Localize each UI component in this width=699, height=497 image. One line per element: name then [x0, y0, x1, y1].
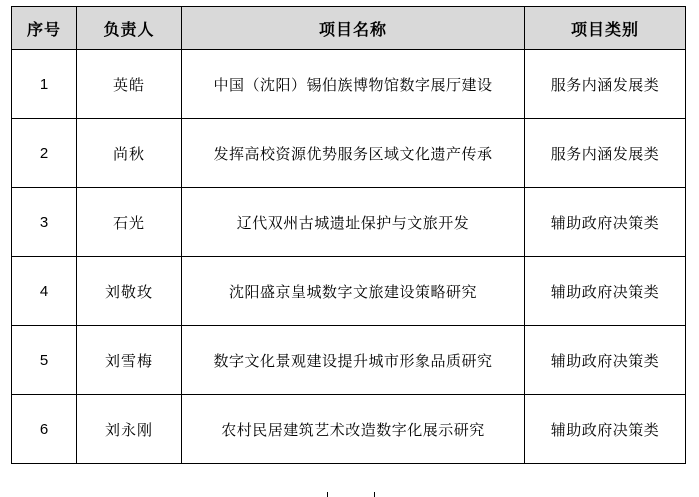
project-table [11, 6, 686, 464]
cell-category: 服务内涵发展类 [525, 50, 686, 119]
column-header-owner: 负责人 [77, 7, 182, 50]
table-header [12, 7, 686, 50]
cell-index: 4 [12, 257, 77, 326]
cell-title: 数字文化景观建设提升城市形象品质研究 [182, 326, 525, 395]
cell-owner: 刘永刚 [77, 395, 182, 464]
document-page [0, 6, 699, 497]
column-header-index: 序号 [12, 7, 77, 50]
cell-owner: 刘雪梅 [77, 326, 182, 395]
cell-index: 5 [12, 326, 77, 395]
column-header-category: 项目类别 [525, 7, 686, 50]
cell-title: 农村民居建筑艺术改造数字化展示研究 [182, 395, 525, 464]
cell-owner: 石光 [77, 188, 182, 257]
table-row [12, 395, 686, 464]
cell-owner: 尚秋 [77, 119, 182, 188]
cell-index: 3 [12, 188, 77, 257]
cell-owner: 刘敬玫 [77, 257, 182, 326]
table-row [12, 257, 686, 326]
table-row [12, 326, 686, 395]
cell-category: 辅助政府决策类 [525, 326, 686, 395]
cell-title: 辽代双州古城遗址保护与文旅开发 [182, 188, 525, 257]
cell-title: 中国（沈阳）锡伯族博物馆数字展厅建设 [182, 50, 525, 119]
table-row [12, 119, 686, 188]
cell-index: 1 [12, 50, 77, 119]
cell-category: 辅助政府决策类 [525, 257, 686, 326]
cell-category: 服务内涵发展类 [525, 119, 686, 188]
cell-index: 2 [12, 119, 77, 188]
column-header-title: 项目名称 [182, 7, 525, 50]
table-row [12, 188, 686, 257]
table-body [12, 50, 686, 464]
cell-category: 辅助政府决策类 [525, 395, 686, 464]
cell-index: 6 [12, 395, 77, 464]
cell-category: 辅助政府决策类 [525, 188, 686, 257]
table-continuation-marker [327, 492, 375, 497]
table-header-row [12, 7, 686, 50]
cell-title: 发挥高校资源优势服务区域文化遗产传承 [182, 119, 525, 188]
table-row [12, 50, 686, 119]
cell-title: 沈阳盛京皇城数字文旅建设策略研究 [182, 257, 525, 326]
cell-owner: 英皓 [77, 50, 182, 119]
